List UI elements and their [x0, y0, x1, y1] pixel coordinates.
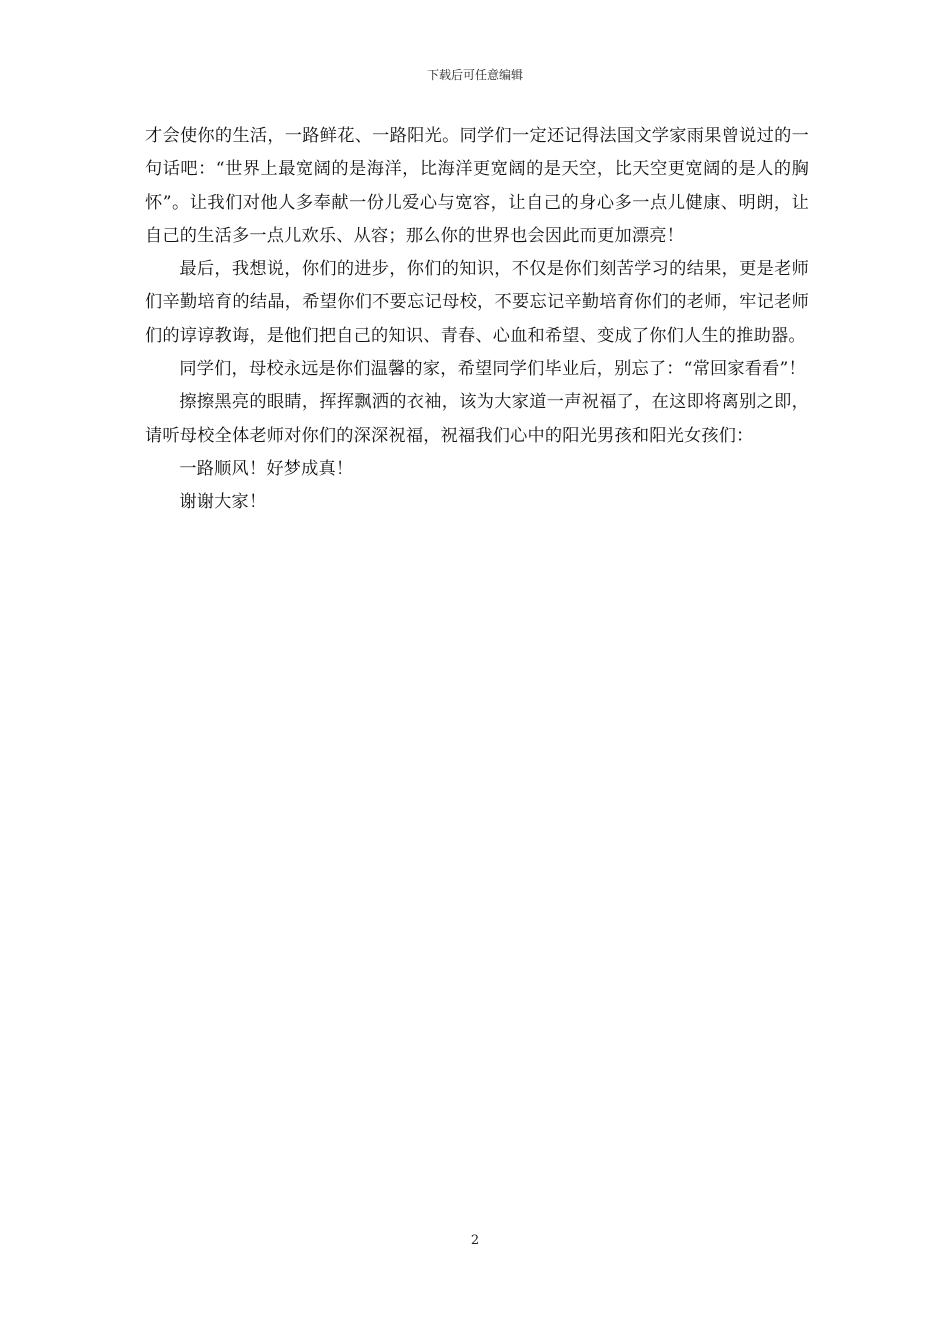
page-number: 2	[470, 1233, 480, 1248]
paragraph-good-wishes: 一路顺风！好梦成真！	[179, 458, 354, 479]
paragraph-come-home: 同学们，母校永远是你们温馨的家，希望同学们毕业后，别忘了：“常回家看看”！	[179, 359, 806, 380]
paragraph-thanks: 谢谢大家！	[179, 492, 267, 513]
document-body	[145, 120, 809, 520]
paragraph-farewell-blessing: 擦擦黑亮的眼睛，挥挥飘洒的衣袖，该为大家道一声祝福了，在这即将离别之即，请听母校全体老师对你们的深深祝福，祝福我们心中的阳光男孩和阳光女孩们：	[145, 392, 809, 446]
paragraph-continuation: 才会使你的生活，一路鲜花、一路阳光。同学们一定还记得法国文学家雨果曾说过的一句话吧：“世界上最宽阔的是海洋，比海洋更宽阔的是天空，比天空更宽阔的是人的胸怀”。让我们对他人多奉献一份儿爱心与宽容，让自己的身心多一点儿健康、明朗，让自己的生活多一点儿欢乐、从容；那么你的世界也会因此而更加漂亮！	[145, 126, 809, 246]
paragraph-closing-thoughts: 最后，我想说，你们的进步，你们的知识，不仅是你们刻苦学习的结果，更是老师们辛勤培育的结晶，希望你们不要忘记母校，不要忘记辛勤培育你们的老师，牢记老师们的谆谆教诲，是他们把自己的知识、青春、心血和希望、变成了你们人生的推助器。	[145, 259, 809, 346]
page-header: 下载后可任意编辑	[426, 68, 523, 82]
